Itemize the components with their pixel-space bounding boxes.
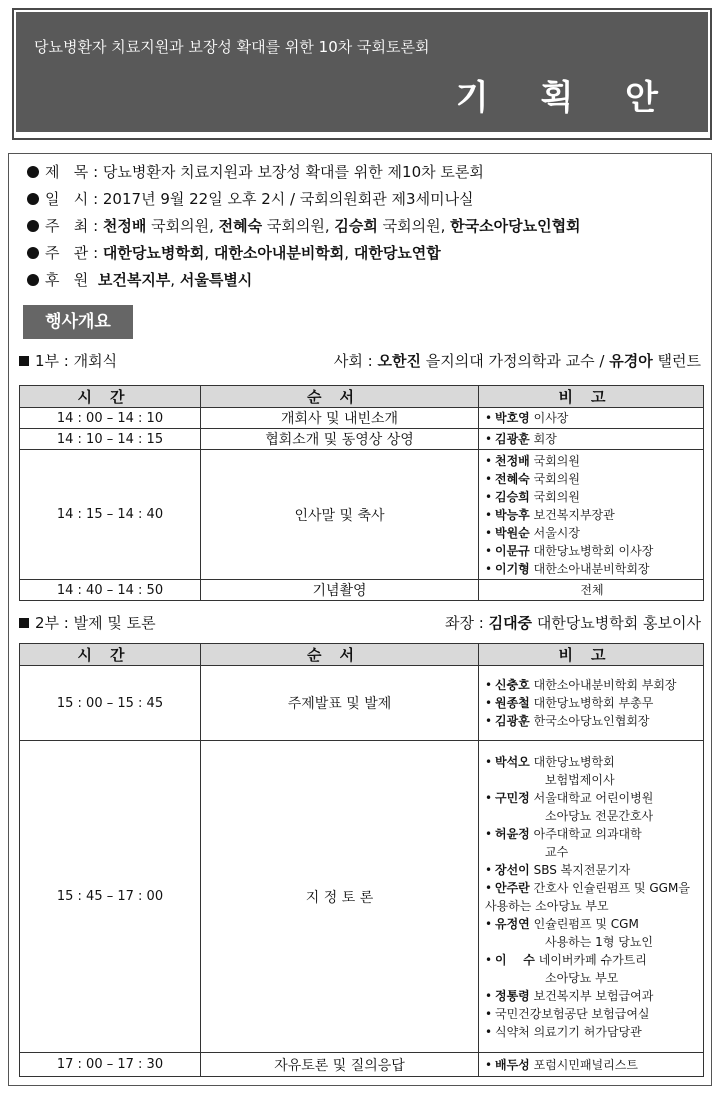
note-item: [485, 789, 699, 807]
note-description: 회장: [529, 432, 557, 446]
bullet-dot-icon: •: [485, 916, 493, 931]
time-cell: 15 : 45 – 17 : 00: [20, 741, 201, 1053]
table-row: [20, 429, 704, 450]
info-strong-text: 보건복지부: [97, 271, 171, 289]
table-row: [20, 408, 704, 429]
note-description: 국회의원: [529, 453, 580, 468]
bullet-dot-icon: •: [485, 862, 493, 877]
table-row: [20, 741, 704, 1053]
order-cell: 기념촬영: [201, 580, 479, 601]
bullet-dot-icon: •: [485, 714, 493, 728]
order-cell: 지 정 토 론: [201, 741, 479, 1053]
bullet-dot-icon: •: [485, 489, 493, 504]
note-item: [485, 915, 699, 933]
note-person-name: 허윤정: [495, 826, 530, 841]
info-strong-text: 서울특별시: [179, 271, 253, 289]
note-cell: [479, 741, 704, 1053]
note-cell: [479, 1053, 704, 1077]
note-description: 서울시장: [529, 525, 580, 540]
info-separator: [88, 271, 98, 289]
note-item: [485, 753, 699, 771]
banner-title: 기 획 안: [455, 78, 678, 118]
part2-schedule-table: [19, 643, 704, 1077]
info-strong-text: 한국소아당뇨인협회: [450, 217, 581, 235]
order-cell: 주제발표 및 발제: [201, 666, 479, 741]
note-description: 한국소아당뇨인협회장: [529, 714, 650, 728]
note-continuation: 소아당뇨 부모: [545, 970, 619, 985]
square-bullet-icon: [19, 356, 29, 366]
order-cell: 자유토론 및 질의응답: [201, 1053, 479, 1077]
time-cell: 17 : 00 – 17 : 30: [20, 1053, 201, 1077]
table-header-row: [20, 386, 704, 408]
bullet-dot-icon: •: [485, 471, 493, 486]
order-cell: 인사말 및 축사: [201, 450, 479, 580]
banner-subtitle: 당뇨병환자 치료지원과 보장성 확대를 위한 10차 국회토론회: [34, 38, 430, 56]
note-person-name: 박석오: [495, 754, 530, 769]
note-description: 대한당뇨병학회 이사장: [529, 543, 654, 558]
note-description: 대한소아내분비학회장: [529, 561, 650, 576]
note-continuation: 사용하는 1형 당뇨인: [545, 934, 654, 949]
info-line: [23, 186, 581, 213]
bullet-dot-icon: •: [485, 432, 493, 446]
note-cell: [479, 408, 704, 429]
note-description: 식약처 의료기기 허가담당관: [495, 1024, 642, 1039]
host1-desc: 을지의대 가정의학과 교수 /: [420, 352, 610, 370]
info-label: 일 시: [45, 190, 89, 208]
info-strong-text: 김승희: [334, 217, 378, 235]
time-cell: 14 : 10 – 14 : 15: [20, 429, 201, 450]
title-banner: [12, 8, 712, 140]
note-description: 국회의원: [529, 471, 580, 486]
info-separator: :: [88, 163, 103, 181]
table-row: [20, 666, 704, 741]
table-row: [20, 580, 704, 601]
info-text: 국회의원,: [146, 217, 219, 235]
note-description: 대한당뇨병학회: [529, 754, 615, 769]
info-text: 국회의원,: [377, 217, 451, 235]
note-item: [485, 1005, 699, 1023]
note-person-name: 박원순: [495, 525, 530, 540]
bullet-dot-icon: •: [485, 507, 493, 522]
info-separator: :: [88, 190, 103, 208]
time-cell: 15 : 00 – 15 : 45: [20, 666, 201, 741]
host2-desc: 탤런트: [652, 352, 701, 370]
info-strong-text: 대한소아내분비학회: [213, 244, 345, 262]
bullet-dot-icon: •: [485, 1057, 493, 1072]
table-row: [20, 1053, 704, 1077]
info-text: ,: [170, 271, 180, 289]
note-person-name: 장선이: [495, 862, 530, 877]
note-item: [485, 987, 699, 1005]
note-person-name: 김광훈: [495, 432, 530, 446]
info-line: [23, 267, 581, 294]
note-continuation: 보험법제이사: [545, 772, 615, 787]
chair-name: 김대중: [488, 614, 533, 632]
bullet-dot-icon: [27, 166, 39, 178]
note-item: [485, 524, 699, 542]
part1-schedule-table: [19, 385, 704, 601]
note-description: 포럼시민패널리스트: [529, 1057, 638, 1072]
note-person-name: 배두성: [495, 1057, 530, 1072]
bullet-dot-icon: •: [485, 880, 493, 895]
bullet-dot-icon: [27, 274, 39, 286]
note-item: [485, 452, 699, 470]
note-description: 국민건강보험공단 보험급여실: [495, 1006, 650, 1021]
note-item: [485, 825, 699, 843]
bullet-dot-icon: [27, 247, 39, 259]
info-strong-text: 대한당뇨연합: [353, 244, 441, 262]
note-person-name: 구민정: [495, 790, 530, 805]
chair-desc: 대한당뇨병학회 홍보이사: [532, 614, 701, 632]
note-person-name: 김승희: [495, 489, 530, 504]
note-cell: [479, 666, 704, 741]
chair-prefix: 좌장 :: [445, 614, 489, 632]
time-cell: 14 : 00 – 14 : 10: [20, 408, 201, 429]
bullet-dot-icon: •: [485, 790, 493, 805]
note-description: 네이버카페 슈가트리: [534, 952, 647, 967]
info-line: [23, 240, 581, 267]
part1-title: 1부 : 개회식: [35, 352, 118, 370]
note-item: [485, 1023, 699, 1041]
time-cell: 14 : 40 – 14 : 50: [20, 580, 201, 601]
note-item: [485, 951, 699, 969]
order-cell: 협회소개 및 동영상 상영: [201, 429, 479, 450]
note-item: [485, 861, 699, 879]
part2-chair: [445, 610, 701, 636]
info-label: 제 목: [45, 163, 89, 181]
bullet-dot-icon: [27, 220, 39, 232]
note-person-name: 정통령: [495, 988, 530, 1003]
part1-host: [334, 348, 701, 374]
info-label: 후 원: [45, 271, 89, 289]
info-separator: :: [88, 217, 103, 235]
bullet-dot-icon: •: [485, 453, 493, 468]
note-description: 간호사 인슐린펌프 및 GGM을 사용하는 소아당뇨 부모: [485, 880, 690, 913]
info-strong-text: 대한당뇨병학회: [102, 244, 205, 262]
note-item: [485, 542, 699, 560]
note-description: 이사장: [529, 411, 569, 425]
info-text: ,: [204, 244, 214, 262]
info-line: [23, 213, 581, 240]
note-item: [485, 712, 699, 730]
note-person-name: 신충호: [495, 678, 530, 692]
bullet-dot-icon: •: [485, 826, 493, 841]
info-text: 국회의원,: [262, 217, 335, 235]
note-description: 아주대학교 의과대학: [529, 826, 642, 841]
overview-label: 행사개요: [23, 305, 133, 339]
bullet-dot-icon: •: [485, 411, 493, 425]
order-cell: 개회사 및 내빈소개: [201, 408, 479, 429]
bullet-dot-icon: •: [485, 543, 493, 558]
note-item: [485, 409, 699, 427]
note-person-name: 이 수: [495, 952, 535, 967]
banner-background: [16, 12, 708, 132]
part2-header: [19, 610, 701, 636]
note-person-name: 원종철: [495, 696, 530, 710]
table-row: [20, 450, 704, 580]
note-person-name: 박능후: [495, 507, 530, 522]
note-person-name: 천정배: [495, 453, 530, 468]
bullet-dot-icon: •: [485, 525, 493, 540]
info-text: 당뇨병환자 치료지원과 보장성 확대를 위한 제10차 토론회: [102, 163, 484, 181]
bullet-dot-icon: •: [485, 988, 493, 1003]
time-cell: 14 : 15 – 14 : 40: [20, 450, 201, 580]
note-description: 서울대학교 어린이병원: [529, 790, 654, 805]
note-item: [485, 1056, 699, 1074]
bullet-dot-icon: •: [485, 678, 493, 692]
bullet-dot-icon: •: [485, 1006, 493, 1021]
part1-title-wrap: [19, 348, 117, 374]
note-item: [485, 488, 699, 506]
event-info-list: [23, 159, 581, 294]
header-time: 시간: [20, 386, 201, 408]
bullet-dot-icon: •: [485, 1024, 493, 1039]
header-order: 순서: [201, 386, 479, 408]
part2-title: 2부 : 발제 및 토론: [35, 614, 156, 632]
note-description: 대한소아내분비학회 부회장: [529, 678, 677, 692]
header-order: 순서: [201, 644, 479, 666]
note-person-name: 박호영: [495, 411, 530, 425]
header-time: 시간: [20, 644, 201, 666]
info-text: ,: [344, 244, 354, 262]
header-note: 비고: [479, 644, 704, 666]
bullet-dot-icon: •: [485, 561, 493, 576]
info-label: 주 관: [45, 244, 89, 262]
note-person-name: 전혜숙: [495, 471, 530, 486]
note-continuation: 교수: [545, 844, 569, 859]
host2-name: 유경아: [609, 352, 653, 370]
note-person-name: 유정연: [495, 916, 530, 931]
note-cell: [479, 450, 704, 580]
info-label: 주 최: [45, 217, 89, 235]
bullet-dot-icon: •: [485, 754, 493, 769]
host1-name: 오한진: [377, 352, 421, 370]
note-item: [485, 694, 699, 712]
note-person-name: 김광훈: [495, 714, 530, 728]
note-description: 인슐린펌프 및 CGM: [529, 916, 639, 931]
info-strong-text: 전혜숙: [218, 217, 263, 235]
note-item: [485, 430, 699, 448]
bullet-dot-icon: [27, 193, 39, 205]
part1-header: [19, 348, 701, 374]
info-text: 2017년 9월 22일 오후 2시 / 국회의원회관 제3세미나실: [102, 190, 474, 208]
note-item: [485, 506, 699, 524]
square-bullet-icon: [19, 618, 29, 628]
note-description: 대한당뇨병학회 부총무: [529, 696, 654, 710]
bullet-dot-icon: •: [485, 696, 493, 710]
host-prefix: 사회 :: [333, 352, 378, 370]
note-description: 보건복지부장관: [529, 507, 615, 522]
note-item: [485, 560, 699, 578]
note-cell: 전체: [479, 580, 704, 601]
note-description: 국회의원: [529, 489, 580, 504]
info-line: [23, 159, 581, 186]
header-note: 비고: [479, 386, 704, 408]
note-description: SBS 복지전문기자: [529, 862, 631, 877]
note-item: [485, 879, 699, 915]
table-header-row: [20, 644, 704, 666]
info-strong-text: 천정배: [102, 217, 147, 235]
note-cell: [479, 429, 704, 450]
bullet-dot-icon: •: [485, 952, 493, 967]
note-person-name: 이기형: [495, 561, 530, 576]
note-person-name: 안주란: [495, 880, 530, 895]
info-separator: :: [88, 244, 103, 262]
note-item: [485, 676, 699, 694]
note-description: 보건복지부 보험급여과: [529, 988, 654, 1003]
part2-title-wrap: [19, 610, 156, 636]
note-continuation: 소아당뇨 전문간호사: [545, 808, 654, 823]
note-person-name: 이문규: [495, 543, 530, 558]
note-item: [485, 470, 699, 488]
document-frame: [8, 153, 712, 1086]
